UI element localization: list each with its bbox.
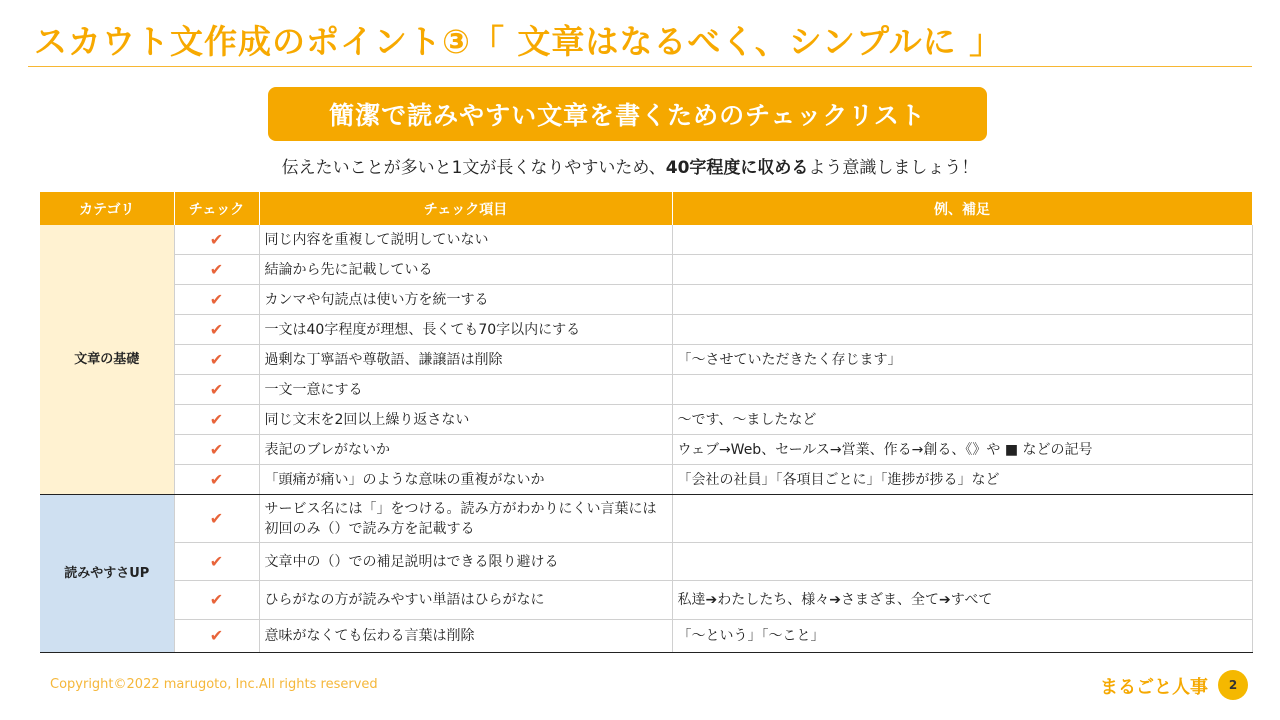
table-row (40, 375, 1252, 405)
check-icon: ✔ (174, 495, 259, 543)
subtitle-text-after: よう意識しましょう！ (808, 158, 979, 178)
category-basics: 文章の基礎 (40, 225, 174, 495)
check-note: 私達➔わたしたち、様々➔さまざま、全て➔すべて (672, 581, 1252, 620)
table-row (40, 543, 1252, 581)
check-icon: ✔ (174, 581, 259, 620)
check-item: カンマや句読点は使い方を統一する (259, 285, 672, 315)
title-divider (28, 66, 1252, 67)
check-note: 「会社の社員」「各項目ごとに」「進捗が捗る」など (672, 465, 1252, 495)
check-item: 結論から先に記載している (259, 255, 672, 285)
header-item: チェック項目 (259, 192, 672, 225)
check-item: 表記のブレがないか (259, 435, 672, 465)
check-item: 「頭痛が痛い」のような意味の重複がないか (259, 465, 672, 495)
checklist-banner: 簡潔で読みやすい文章を書くためのチェックリスト (268, 87, 987, 141)
checklist-table (40, 192, 1253, 653)
check-note (672, 255, 1252, 285)
check-note (672, 225, 1252, 255)
check-item: 文章中の（）での補足説明はできる限り避ける (259, 543, 672, 581)
subtitle (0, 153, 1260, 178)
check-icon: ✔ (174, 285, 259, 315)
check-item: 一文一意にする (259, 375, 672, 405)
check-icon: ✔ (174, 543, 259, 581)
table-row (40, 435, 1252, 465)
page-number: 2 (1218, 670, 1248, 700)
table-row (40, 581, 1252, 620)
table-row (40, 465, 1252, 495)
check-icon: ✔ (174, 405, 259, 435)
page-title: スカウト文作成のポイント③「 文章はなるべく、シンプルに 」 (34, 22, 1004, 61)
check-note (672, 543, 1252, 581)
check-item: ひらがなの方が読みやすい単語はひらがなに (259, 581, 672, 620)
check-icon: ✔ (174, 435, 259, 465)
header-note: 例、補足 (672, 192, 1252, 225)
check-note: 「～という」「～こと」 (672, 620, 1252, 653)
table-row (40, 285, 1252, 315)
brand-logo: まるごと人事 (1100, 677, 1208, 698)
copyright: Copyright©2022 marugoto, Inc.All rights reserved (50, 677, 378, 692)
check-item: 意味がなくても伝わる言葉は削除 (259, 620, 672, 653)
check-item: サービス名には「」をつける。読み方がわかりにくい言葉には初回のみ（）で読み方を記載する (259, 495, 672, 543)
subtitle-text-before: 伝えたいことが多いと1文が長くなりやすいため、 (281, 158, 666, 178)
table-row (40, 495, 1252, 543)
check-icon: ✔ (174, 345, 259, 375)
check-note: 「～させていただきたく存じます」 (672, 345, 1252, 375)
table-row (40, 255, 1252, 285)
check-icon: ✔ (174, 465, 259, 495)
check-note (672, 315, 1252, 345)
check-note: ウェブ→Web、セールス→営業、作る→創る、《》や ■ などの記号 (672, 435, 1252, 465)
check-icon: ✔ (174, 315, 259, 345)
check-item: 過剰な丁寧語や尊敬語、謙譲語は削除 (259, 345, 672, 375)
check-note (672, 285, 1252, 315)
table-row (40, 225, 1252, 255)
check-note (672, 375, 1252, 405)
check-icon: ✔ (174, 620, 259, 653)
category-readability: 読みやすさUP (40, 495, 174, 653)
table-row (40, 315, 1252, 345)
check-note (672, 495, 1252, 543)
header-category: カテゴリ (40, 192, 174, 225)
header-check: チェック (174, 192, 259, 225)
table-row (40, 405, 1252, 435)
table-header-row (40, 192, 1252, 225)
table-row (40, 620, 1252, 653)
check-icon: ✔ (174, 375, 259, 405)
check-item: 同じ内容を重複して説明していない (259, 225, 672, 255)
subtitle-emphasis: 40字程度に収める (665, 158, 809, 178)
table-row (40, 345, 1252, 375)
check-note: ～です、～ましたなど (672, 405, 1252, 435)
check-item: 同じ文末を2回以上繰り返さない (259, 405, 672, 435)
check-icon: ✔ (174, 255, 259, 285)
check-icon: ✔ (174, 225, 259, 255)
check-item: 一文は40字程度が理想、長くても70字以内にする (259, 315, 672, 345)
